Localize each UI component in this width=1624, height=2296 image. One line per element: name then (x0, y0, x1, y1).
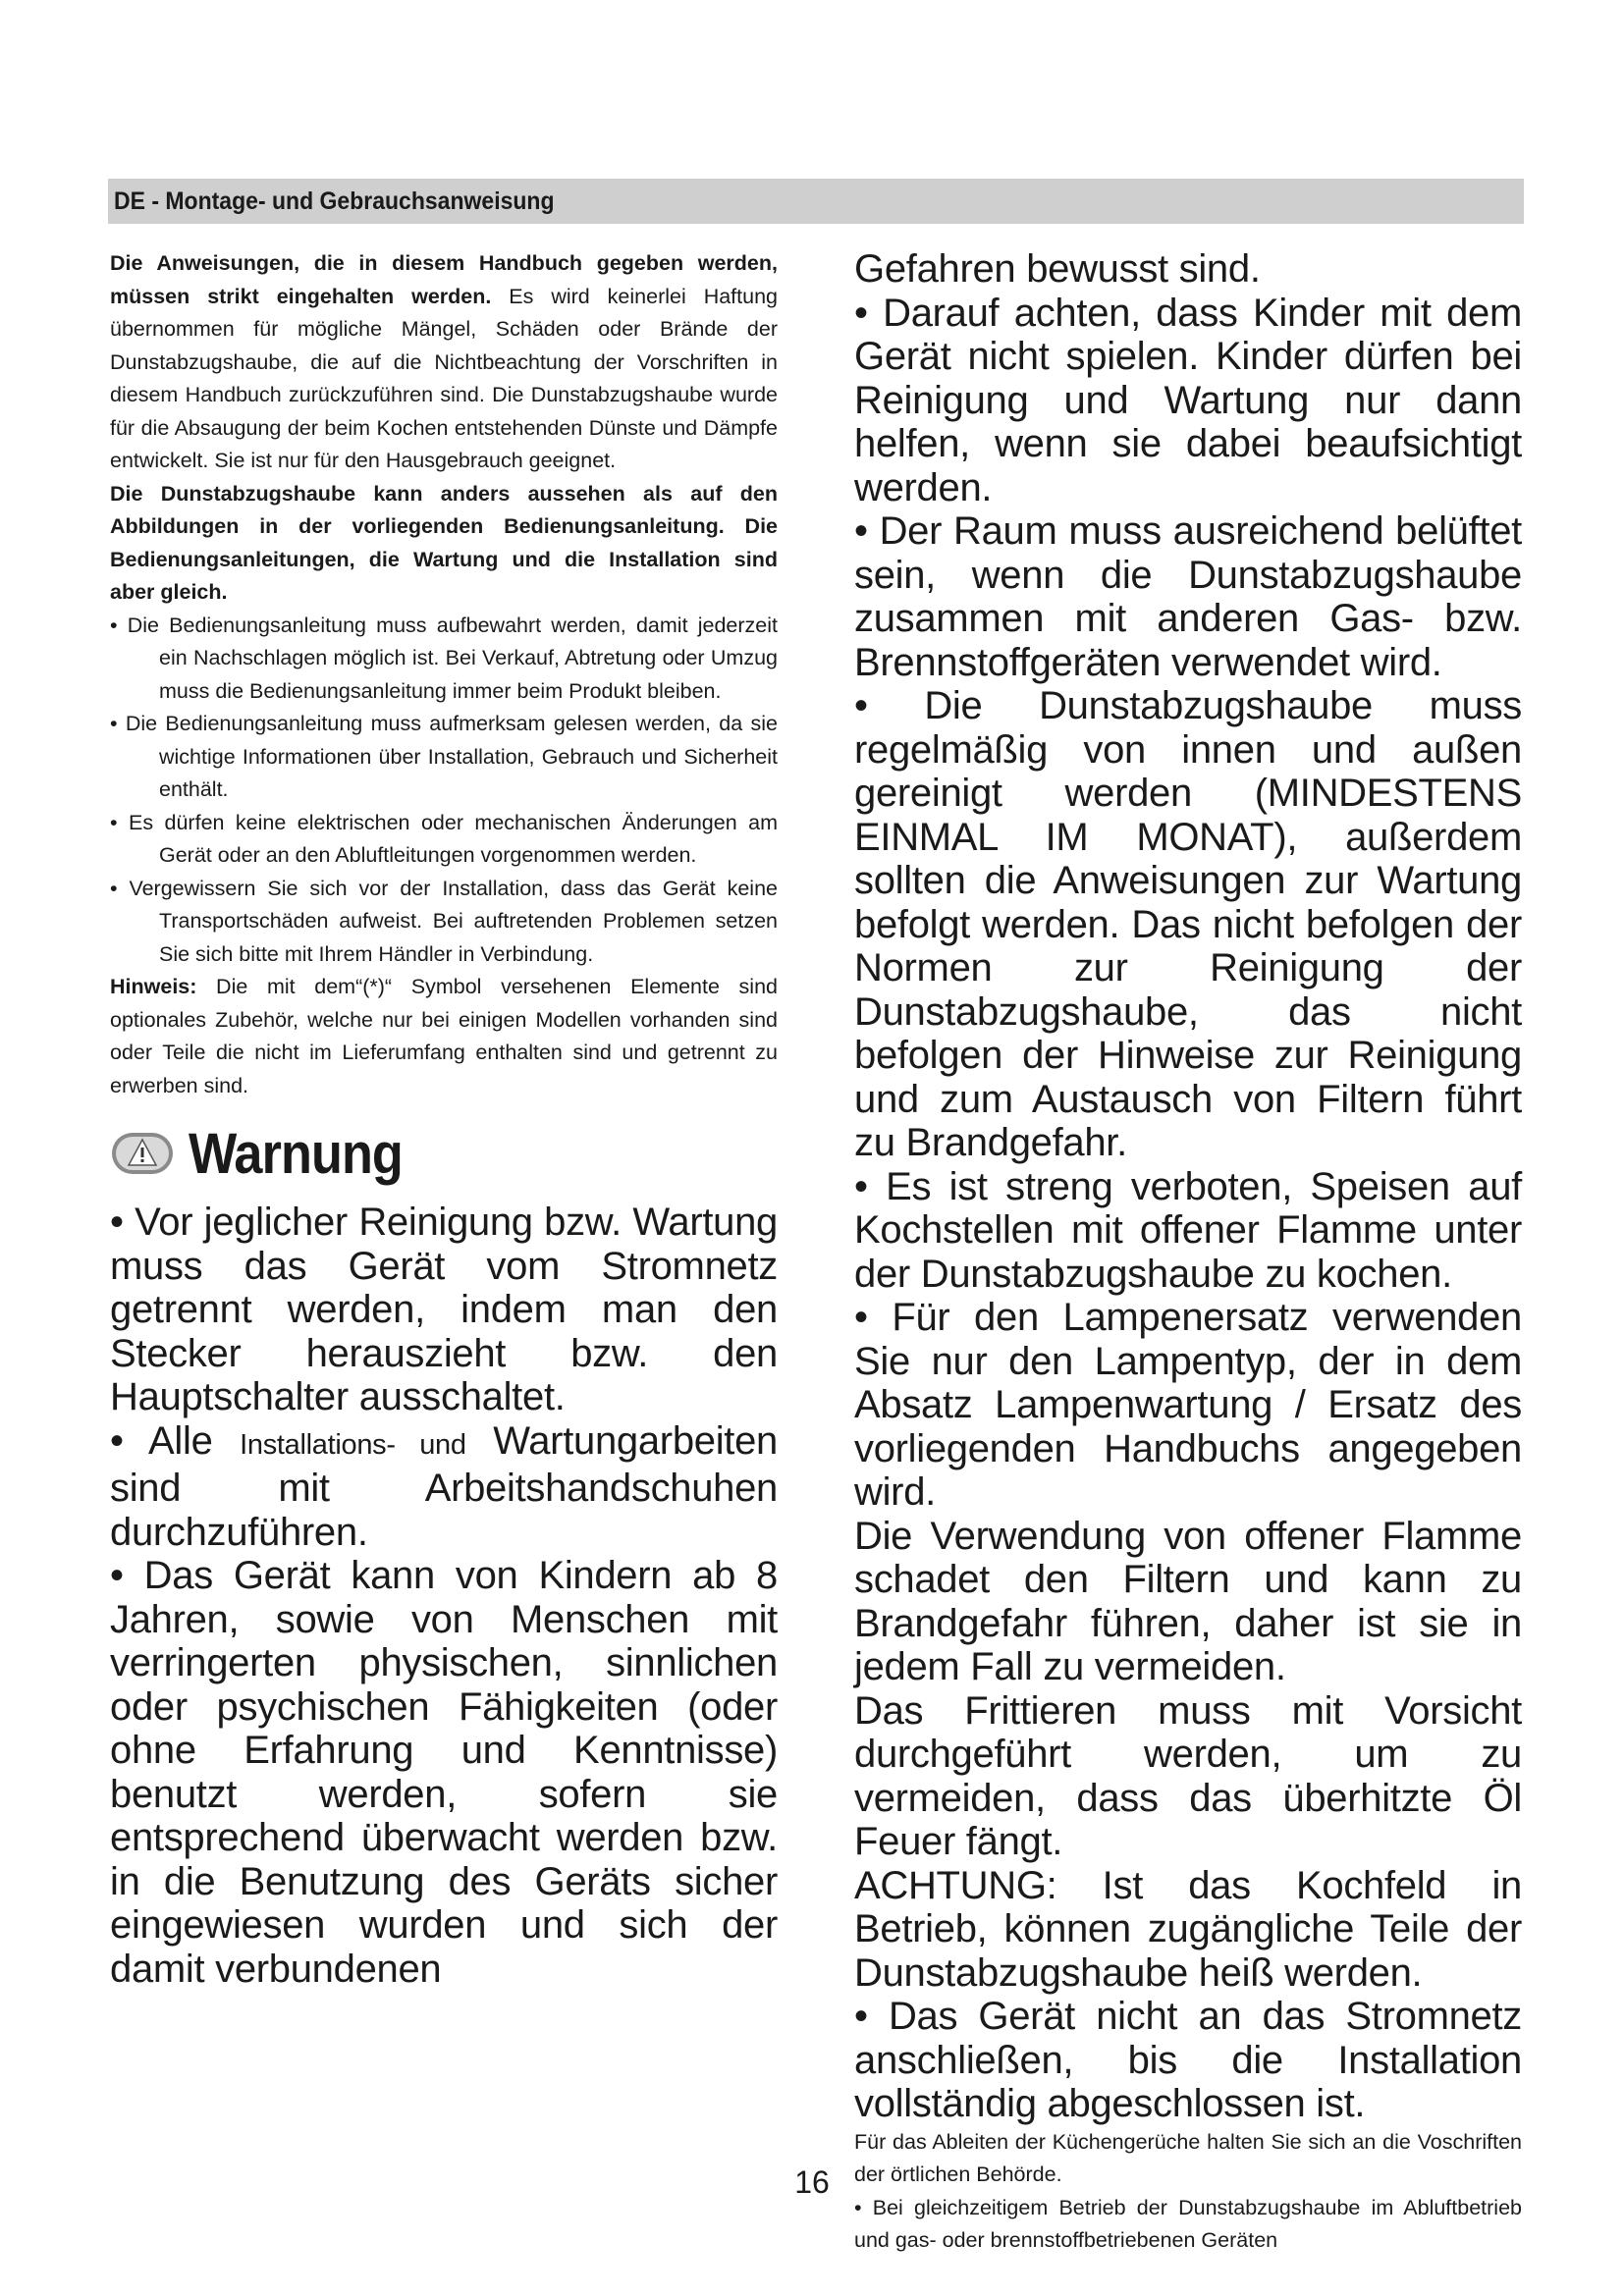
page-number: 16 (794, 2164, 830, 2200)
warning-item: • Vor jeglicher Reinigung bzw. Wartung muss das Gerät vom Stromnetz getrennt werden, indem man den Stecker herauszieht bzw. den Hauptschalter ausschaltet. (110, 1201, 778, 1418)
warn2-end: Wartungarbeiten sind mit Arbeitshandschuhen durchzuführen. (110, 1418, 778, 1554)
warning-item: • Das Gerät kann von Kindern ab 8 Jahren, sowie von Menschen mit verringerten physischen, sinnlichen oder psychischen Fähigkeiten (oder ohne Erfahrung und Kenntnisse) benutzt werden, sofern sie entsprechend überwacht werden bzw. in die Benutzung des Geräts sicher eingewiesen wurden und sich der damit verbundenen (110, 1554, 778, 1991)
right-paragraph: • Der Raum muss ausreichend belüftet sein, wenn die Dunstabzugshaube zusammen mit anderen Gas- bzw. Brennstoffgeräten verwendet wird. (854, 509, 1522, 684)
section-header-title: DE - Montage- und Gebrauchsanweisung (114, 187, 555, 215)
right-small-paragraph: Für das Ableiten der Küchengerüche halten Sie sich an die Voschriften der örtlichen Behörde. (854, 2129, 1522, 2186)
right-paragraph: ACHTUNG: Ist das Kochfeld in Betrieb, können zugängliche Teile der Dunstabzugshaube heiß werden. (854, 1863, 1522, 1995)
right-paragraph: • Die Dunstabzugshaube muss regelmäßig von innen und außen gereinigt werden (MINDESTENS EINMAL IM MONAT), außerdem sollten die Anweisungen zur Wartung befolgt werden. Das nicht befolgen der Normen zur Reinigung der Dunstabzugshaube, das nicht befolgen der Hinweise zur Reinigung und zum Austausch von Filtern führt zu Brandgefahr. (854, 684, 1522, 1164)
appearance-note-text: Die Dunstabzugshaube kann anders aussehen als auf den Abbildungen in der vorliegenden Bedienungsanleitung. Die Bedienungsanleitungen, die Wartung und die Installation sind aber gleich. (110, 481, 778, 604)
right-paragraph: Die Verwendung von offener Flamme schadet den Filtern und kann zu Brandgefahr führen, daher ist sie in jedem Fall zu vermeiden. (854, 1514, 1522, 1688)
hint-paragraph (110, 971, 778, 1102)
right-paragraph: Gefahren bewusst sind. (854, 247, 1261, 291)
hint-text: Die mit dem“(*)“ Symbol versehenen Elemente sind optionales Zubehör, welche nur bei einigen Modellen vorhanden sind oder Teile die nicht im Lieferumfang enthalten sind und getrennt zu erwerben sind. (110, 975, 778, 1097)
bullet-item: • Die Bedienungsanleitung muss aufbewahrt werden, damit jederzeit ein Nachschlagen möglich ist. Bei Verkauf, Abtretung oder Umzug muss die Bedienungsanleitung immer beim Produkt bleiben. (110, 613, 778, 703)
right-paragraph: • Für den Lampenersatz verwenden Sie nur den Lampentyp, der in dem Absatz Lampenwartung / Ersatz des vorliegenden Handbuchs angegeben wird. (854, 1296, 1522, 1514)
left-column (110, 247, 778, 1991)
right-paragraph: • Es ist streng verboten, Speisen auf Kochstellen mit offener Flamme unter der Dunstabzugshaube zu kochen. (854, 1164, 1522, 1296)
intro-bold: Die Anweisungen, die in diesem Handbuch gegeben werden, müssen strikt eingehalten werden. (110, 251, 778, 308)
warning-item-gloves (110, 1419, 778, 1555)
right-paragraph: • Darauf achten, dass Kinder mit dem Gerät nicht spielen. Kinder dürfen bei Reinigung und Wartung nur dann helfen, wenn sie dabei beaufsichtigt werden. (854, 291, 1522, 509)
appearance-note (110, 478, 778, 610)
right-paragraph: • Das Gerät nicht an das Stromnetz anschließen, bis die Installation vollständig abgeschlossen ist. (854, 1995, 1522, 2125)
warning-icon (110, 1131, 175, 1176)
section-header (108, 179, 1524, 224)
warning-heading (110, 1112, 778, 1195)
right-paragraph: Das Frittieren muss mit Vorsicht durchgeführt werden, um zu vermeiden, dass das überhitzte Öl Feuer fängt. (854, 1688, 1522, 1863)
intro-normal: Es wird keinerlei Haftung übernommen für mögliche Mängel, Schäden oder Brände der Dunstabzugshaube, die auf die Nichtbeachtung der Vorschriften in diesem Handbuch zurückzuführen sind. Die Dunstabzugshaube wurde für die Absaugung der beim Kochen entstehenden Dünste und Dämpfe entwickelt. Sie ist nur für den Hausgebrauch geeignet. (110, 284, 778, 472)
bullet-item: • Es dürfen keine elektrischen oder mechanischen Änderungen am Gerät oder an den Abluftleitungen vorgenommen werden. (110, 810, 778, 867)
intro-paragraph (110, 247, 778, 478)
warning-title: Warnung (189, 1121, 403, 1186)
bullet-item: • Vergewissern Sie sich vor der Installation, dass das Gerät keine Transportschäden aufweist. Bei auftretenden Problemen setzen Sie sich bitte mit Ihrem Händler in Verbindung. (110, 876, 778, 966)
bullet-item: • Die Bedienungsanleitung muss aufmerksam gelesen werden, da sie wichtige Informationen über Installation, Gebrauch und Sicherheit enthält. (110, 712, 778, 801)
warn2-start: • Alle (110, 1418, 241, 1463)
warn2-small: Installations- und (240, 1428, 466, 1461)
right-column (854, 247, 1522, 2258)
right-small-paragraph: • Bei gleichzeitigem Betrieb der Dunstabzugshaube im Abluftbetrieb und gas- oder brennstoffbetriebenen Geräten (854, 2195, 1522, 2252)
hint-label: Hinweis: (110, 975, 197, 998)
